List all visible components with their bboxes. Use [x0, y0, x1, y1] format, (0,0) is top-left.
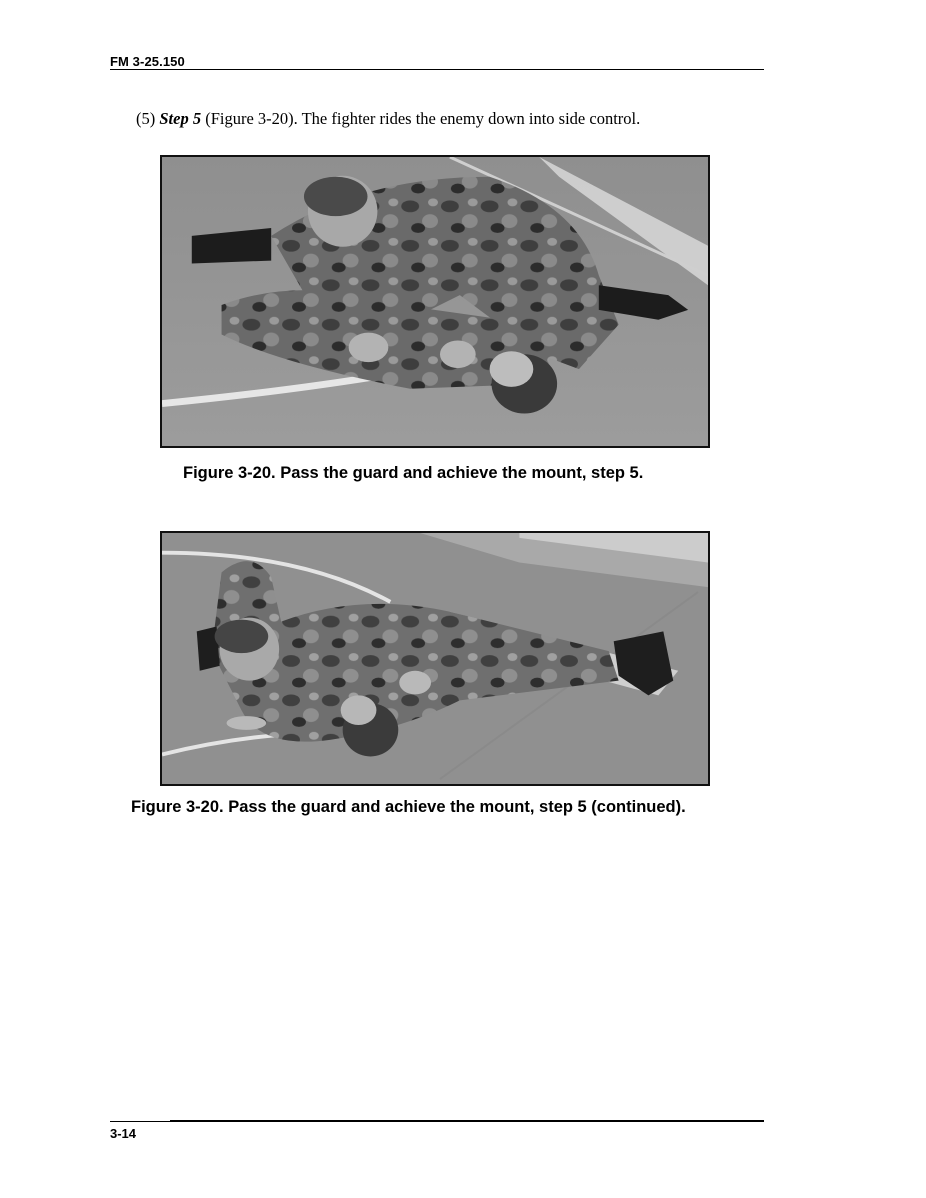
step-paragraph: [136, 109, 640, 129]
footer-rule-left: [110, 1121, 170, 1122]
paragraph-number: (5): [136, 109, 156, 128]
photo-illustration: [162, 533, 708, 784]
footer-rule: [170, 1120, 764, 1122]
page-number: 3-14: [110, 1126, 137, 1141]
figure-caption-2: Figure 3-20. Pass the guard and achieve the mount, step 5 (continued).: [131, 798, 686, 816]
figure-caption-1: Figure 3-20. Pass the guard and achieve the mount, step 5.: [183, 464, 644, 482]
document-id-header: FM 3-25.150: [110, 54, 185, 69]
paragraph-text: (Figure 3-20). The fighter rides the enemy down into side control.: [205, 109, 641, 128]
header-rule: [110, 69, 764, 70]
step-label: Step 5: [159, 109, 202, 128]
figure-photo-step5: [160, 155, 710, 448]
figure-photo-step5-continued: [160, 531, 710, 786]
photo-illustration: [162, 157, 708, 446]
